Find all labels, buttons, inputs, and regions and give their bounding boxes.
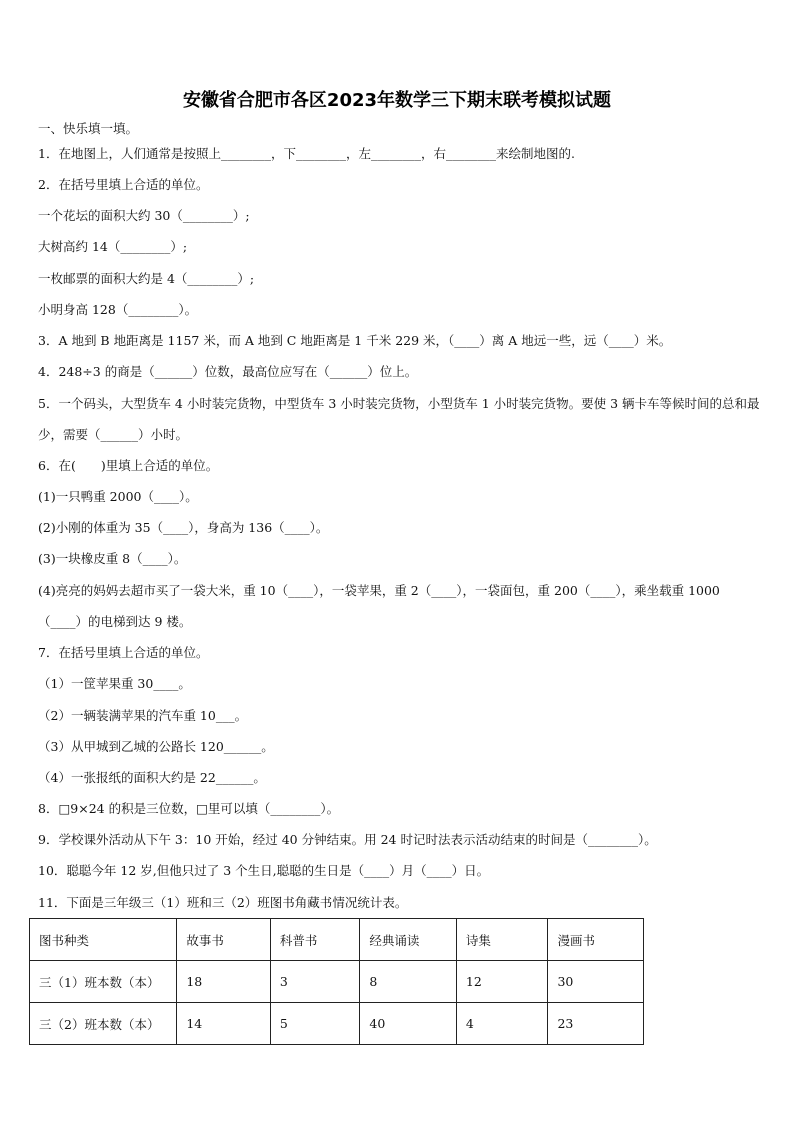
question-8: 8．□9×24 的积是三位数，□里可以填（________）。: [38, 801, 340, 816]
table-cell: 8: [360, 961, 457, 1003]
question-7-item: （1）一筐苹果重 30____。: [38, 676, 191, 691]
question-10: 10．聪聪今年 12 岁,但他只过了 3 个生日,聪聪的生日是（____）月（____）日。: [38, 863, 490, 878]
table-cell: 30: [548, 961, 644, 1003]
table-cell: 三（2）班本数（本）: [30, 1003, 177, 1045]
table-header-cell: 经典诵读: [360, 919, 457, 961]
table-row: [30, 961, 644, 1003]
page-title: 安徽省合肥市各区2023年数学三下期末联考模拟试题: [182, 90, 612, 111]
question-7-item: （4）一张报纸的面积大约是 22______。: [38, 770, 266, 785]
question-7: 7．在括号里填上合适的单位。: [38, 645, 209, 660]
table-cell: 14: [177, 1003, 271, 1045]
table-row: [30, 1003, 644, 1045]
table-header-cell: 漫画书: [548, 919, 644, 961]
question-6-item: (4)亮亮的妈妈去超市买了一袋大米，重 10（____），一袋苹果，重 2（____），一袋面包，重 200（____），乘坐载重 1000（____）的电梯到达 9 楼。: [38, 583, 720, 629]
table-header-cell: 故事书: [177, 919, 271, 961]
table-header-cell: 科普书: [270, 919, 360, 961]
question-11: 11．下面是三年级三（1）班和三（2）班图书角藏书情况统计表。: [38, 895, 408, 910]
question-2: 2．在括号里填上合适的单位。: [38, 177, 209, 192]
question-6-item: (1)一只鸭重 2000（____）。: [38, 489, 198, 504]
question-3: 3．A 地到 B 地距离是 1157 米，而 A 地到 C 地距离是 1 千米 229 米，（____）离 A 地远一些，远（____）米。: [38, 333, 672, 348]
question-7-item: （3）从甲城到乙城的公路长 120______。: [38, 739, 274, 754]
question-2-item: 一个花坛的面积大约 30（________）;: [38, 208, 250, 223]
table-cell: 23: [548, 1003, 644, 1045]
table-cell: 40: [360, 1003, 457, 1045]
table-cell: 三（1）班本数（本）: [30, 961, 177, 1003]
table-header-cell: 图书种类: [30, 919, 177, 961]
question-6-item: (2)小刚的体重为 35（____），身高为 136（____）。: [38, 520, 329, 535]
question-2-item: 小明身高 128（________）。: [38, 302, 198, 317]
question-4: 4．248÷3 的商是（______）位数，最高位应写在（______）位上。: [38, 364, 418, 379]
question-2-item: 大树高约 14（________）;: [38, 239, 188, 254]
question-7-item: （2）一辆装满苹果的汽车重 10___。: [38, 708, 248, 723]
table-cell: 3: [270, 961, 360, 1003]
question-6: 6．在( )里填上合适的单位。: [38, 458, 219, 473]
section-heading: 一、快乐填一填。: [38, 121, 139, 136]
table-cell: 5: [270, 1003, 360, 1045]
question-6-item: (3)一块橡皮重 8（____）。: [38, 551, 187, 566]
table-header-row: [30, 919, 644, 961]
question-2-item: 一枚邮票的面积大约是 4（________）;: [38, 271, 255, 286]
table-cell: 4: [456, 1003, 548, 1045]
book-stats-table: [29, 918, 644, 1045]
question-5: 5．一个码头，大型货车 4 小时装完货物，中型货车 3 小时装完货物，小型货车 1 小时装完货物。要使 3 辆卡车等候时间的总和最少，需要（______）小时。: [38, 396, 760, 442]
question-9: 9．学校课外活动从下午 3：10 开始，经过 40 分钟结束。用 24 时记时法表示活动结束的时间是（________）。: [38, 832, 657, 847]
table-cell: 12: [456, 961, 548, 1003]
table-header-cell: 诗集: [456, 919, 548, 961]
table-cell: 18: [177, 961, 271, 1003]
question-1: 1．在地图上，人们通常是按照上________，下________，左________，右________来绘制地图的.: [38, 146, 575, 161]
